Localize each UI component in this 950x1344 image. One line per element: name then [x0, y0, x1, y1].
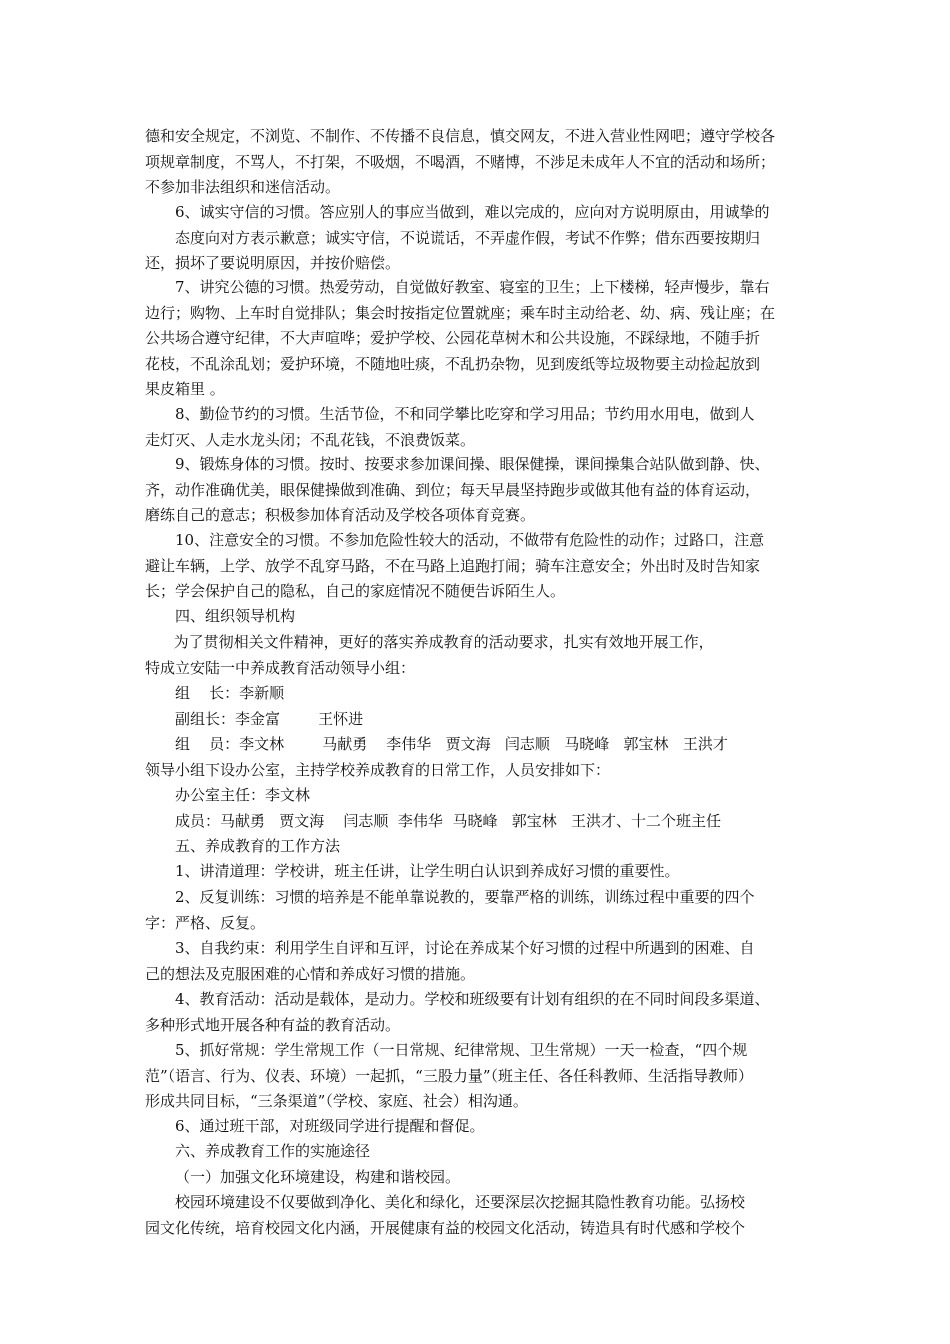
text-line: 形成共同目标，“三条渠道”（学校、家庭、社会）相沟通。 [145, 1092, 528, 1111]
text-line: 3、自我约束：利用学生自评和互评，讨论在养成某个好习惯的过程中所遇到的困难、自 [175, 939, 755, 957]
paragraph-method-2 [145, 885, 813, 936]
paragraph-method-3 [145, 936, 813, 987]
text-line: 边行；购物、上车时自觉排队；集会时按指定位置就座；乘车时主动给老、幼、病、残让座；在 [145, 303, 776, 322]
text-line: 齐，动作准确优美，眼保健操做到准确、到位；每天早晨坚持跑步或做其他有益的体育运动， [145, 480, 761, 499]
text-line: 态度向对方表示歉意；诚实守信，不说谎话，不弄虚作假，考试不作弊；借东西要按期归 [175, 228, 761, 247]
text-line: 磨练自己的意志；积极参加体育活动及学校各项体育竞赛。 [145, 506, 536, 525]
section-heading-leadership [145, 604, 813, 630]
paragraph-method-6 [145, 1114, 813, 1140]
text-line: 多种形式地开展各种有益的教育活动。 [145, 1015, 401, 1034]
text-line: 避让车辆，上学、放学不乱穿马路，不在马路上追跑打闹；骑车注意安全；外出时及时告知家 [145, 556, 761, 575]
text-line: 园文化传统，培育校园文化内涵，开展健康有益的校园文化活动，铸造具有时代感和学校个 [145, 1218, 746, 1237]
text-line: 7、讲究公德的习惯。热爱劳动，自觉做好教室、寝室的卫生；上下楼梯，轻声慢步，靠右 [175, 278, 770, 296]
section-heading-methods [145, 834, 813, 860]
office-intro-line: 领导小组下设办公室，主持学校养成教育的日常工作，人员安排如下： [145, 760, 611, 779]
subsection-heading: （一）加强文化环境建设，构建和谐校园。 [175, 1168, 461, 1186]
text-line: 长；学会保护自己的隐私，自己的家庭情况不随便告诉陌生人。 [145, 582, 566, 601]
text-line: 10、注意安全的习惯。不参加危险性较大的活动，不做带有危险性的动作；过路口，注意 [175, 531, 765, 549]
text-line: 6、诚实守信的习惯。答应别人的事应当做到，难以完成的，应向对方说明原由，用诚挚的 [175, 203, 770, 221]
text-line: 不参加非法组织和迷信活动。 [145, 178, 341, 197]
office-director-line: 办公室主任：李文林 [175, 786, 311, 805]
text-line: 5、抓好常规：学生常规工作（一日常规、纪律常规、卫生常规）一天一检查，“四个规 [175, 1041, 748, 1059]
paragraph-method-5 [145, 1038, 813, 1115]
text-line: 2、反复训练：习惯的培养是不能单靠说教的，要靠严格的训练，训练过程中重要的四个 [175, 888, 755, 906]
text-line: 走灯灭、人走水龙头闭；不乱花钱，不浪费饭菜。 [145, 430, 476, 449]
section-heading: 六、养成教育工作的实施途径 [175, 1142, 371, 1160]
leadership-roster [145, 681, 813, 835]
paragraph-safety [145, 528, 813, 605]
text-line: 还，损坏了要说明原因，并按价赔偿。 [145, 254, 401, 273]
text-line: 花枝，不乱涂乱划；爱护环境，不随地吐痰，不乱扔杂物，见到废纸等垃圾物要主动捡起放到 [145, 354, 761, 373]
paragraph-moral-rules [145, 124, 813, 201]
text-line: 9、锻炼身体的习惯。按时、按要求参加课间操、眼保健操，课间操集合站队做到静、快、 [175, 455, 770, 473]
text-line: 己的想法及克服困难的心情和养成好习惯的措施。 [145, 964, 476, 983]
text-line: 6、通过班干部，对班级同学进行提醒和督促。 [175, 1117, 485, 1135]
paragraph-public-morality [145, 275, 813, 403]
members-line: 组 员：李文林 马献勇 李伟华 贾文海 闫志顺 马晓峰 郭宝林 王洪才 [175, 735, 728, 754]
paragraph-culture [145, 1190, 813, 1241]
text-line: 为了贯彻相关文件精神，更好的落实养成教育的活动要求，扎实有效地开展工作， [145, 633, 714, 651]
deputy-line: 副组长：李金富 王怀进 [175, 709, 364, 728]
text-line: 德和安全规定，不浏览、不制作、不传播不良信息，慎交网友，不进入营业性网吧；遵守学校各 [145, 127, 776, 145]
text-line: 特成立安陆一中养成教育活动领导小组： [145, 658, 416, 677]
text-line: 校园环境建设不仅要做到净化、美化和绿化，还要深层次挖掘其隐性教育功能。弘扬校 [175, 1193, 746, 1211]
paragraph-thrift [145, 402, 813, 453]
text-line: 4、教育活动：活动是载体，是动力。学校和班级要有计划有组织的在不同时间段多渠道、 [175, 990, 770, 1008]
leader-line: 组 长：李新顺 [175, 684, 285, 702]
text-line: 果皮箱里 。 [145, 380, 225, 399]
office-members-line: 成员：马献勇 贾文海 闫志顺 李伟华 马晓峰 郭宝林 王洪才、十二个班主任 [175, 811, 722, 830]
paragraph-method-4 [145, 987, 813, 1038]
paragraph-leadership-intro [145, 630, 813, 681]
subheading-culture [145, 1165, 813, 1191]
text-line: 1、讲清道理：学校讲，班主任讲，让学生明白认识到养成好习惯的重要性。 [175, 862, 680, 880]
paragraph-method-1 [145, 859, 813, 885]
text-line: 范”（语言、行为、仪表、环境）一起抓，“三股力量”（班主任、各任科教师、生活指导教师） [145, 1066, 754, 1085]
text-line: 字：严格、反复。 [145, 913, 266, 932]
text-line: 公共场合遵守纪律，不大声喧哗；爱护学校、公园花草树木和公共设施，不踩绿地，不随手折 [145, 329, 761, 348]
section-heading: 四、组织领导机构 [175, 607, 296, 625]
text-line: 8、勤俭节约的习惯。生活节俭，不和同学攀比吃穿和学习用品；节约用水用电，做到人 [175, 405, 755, 423]
section-heading: 五、养成教育的工作方法 [175, 837, 341, 855]
paragraph-honesty [145, 200, 815, 277]
section-heading-approaches [145, 1139, 813, 1165]
paragraph-exercise [145, 452, 813, 529]
text-line: 项规章制度，不骂人，不打架，不吸烟，不喝酒，不赌博，不涉足未成年人不宜的活动和场所； [145, 152, 776, 171]
